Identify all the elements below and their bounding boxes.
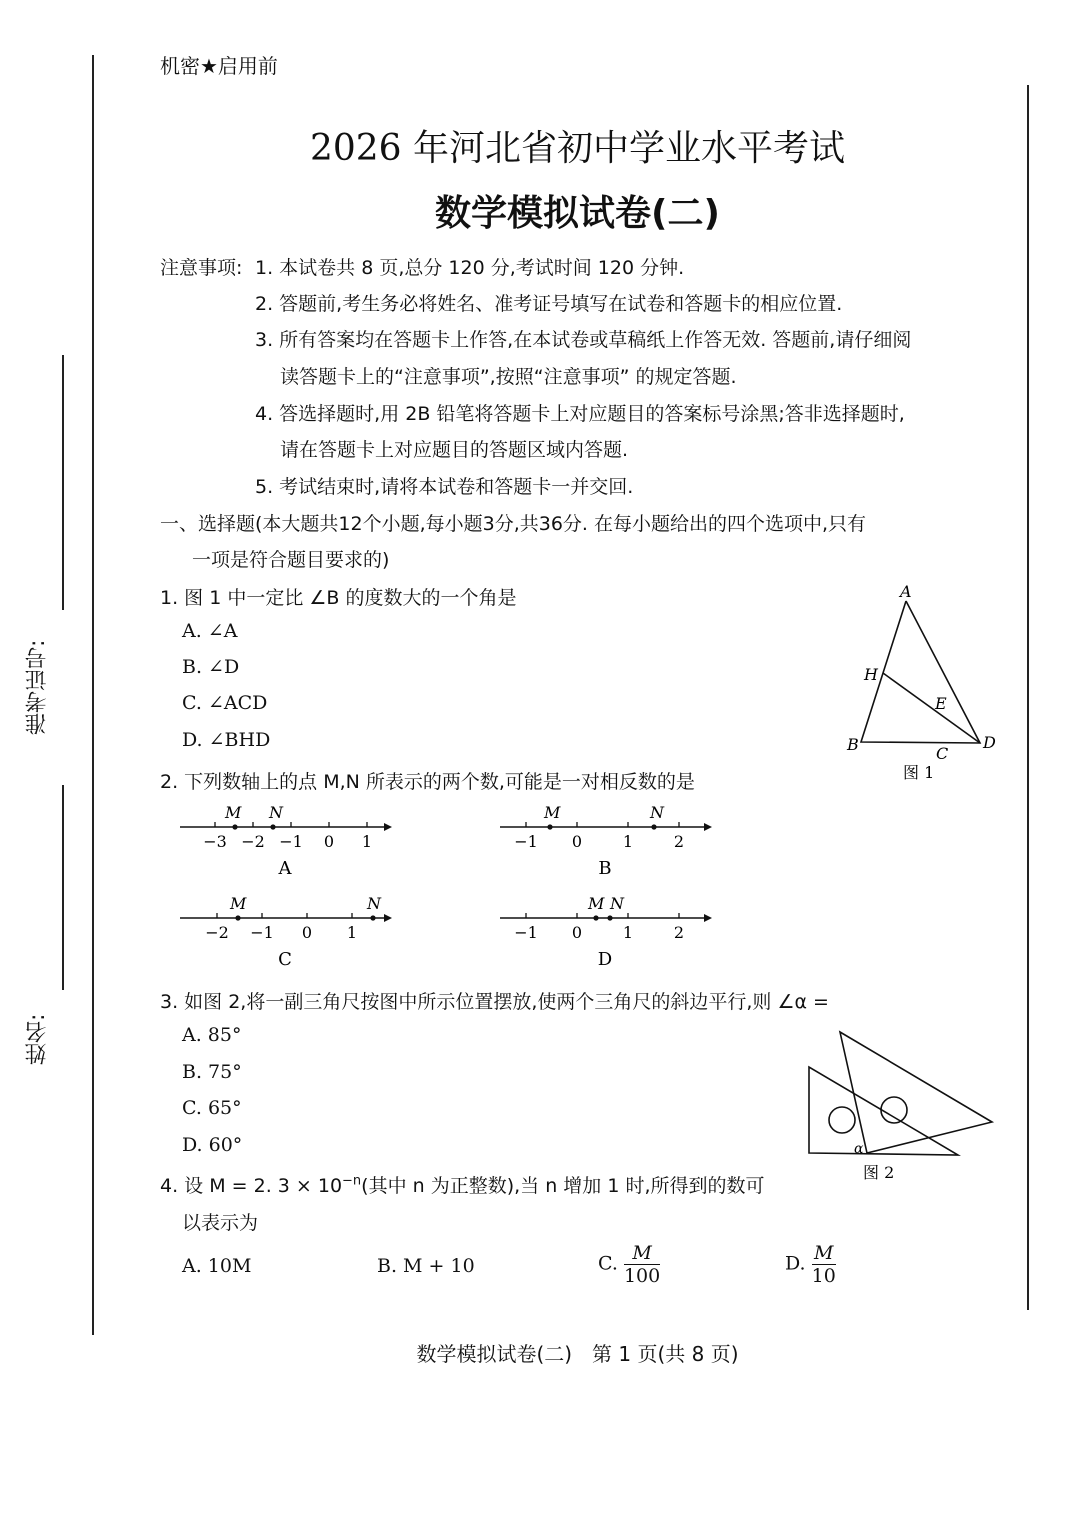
q4-option-b: B. M + 10 <box>377 1255 475 1277</box>
section-heading-cont: 一项是符合题目要求的) <box>192 549 390 571</box>
point-m <box>235 915 240 920</box>
number-line-tick-label: −2 <box>205 923 229 942</box>
number-line-arrow <box>384 914 392 922</box>
q1-label-d: D <box>983 733 996 752</box>
number-line-option-label: A <box>278 858 292 879</box>
notice-label: 注意事项: <box>160 257 243 279</box>
point-m <box>232 824 237 829</box>
q4-exponent: −n <box>342 1173 362 1189</box>
number-line-tick-label: 0 <box>323 832 335 851</box>
q4-option-d-fraction <box>812 1242 836 1287</box>
point-n <box>607 915 612 920</box>
fraction-denominator: 100 <box>623 1265 661 1287</box>
number-line-tick-label: −2 <box>241 832 265 851</box>
q1-label-c: C <box>936 744 949 763</box>
q4-option-c-label: C. <box>598 1252 618 1275</box>
q3-stem: 3. 如图 2,将一副三角尺按图中所示位置摆放,使两个三角尺的斜边平行,则 ∠α = <box>160 991 829 1013</box>
number-line-option-label: B <box>598 858 612 879</box>
notice-item: 2. 答题前,考生务必将姓名、准考证号填写在试卷和答题卡的相应位置. <box>255 293 843 315</box>
point-n-label: N <box>610 894 624 913</box>
point-m-label: M <box>588 894 605 913</box>
q3-option-a: A. 85° <box>182 1024 242 1046</box>
number-line-tick-label: 2 <box>673 832 685 851</box>
number-line-tick-label: 1 <box>346 923 358 942</box>
number-line-tick-label: −1 <box>514 923 538 942</box>
notice-item: 4. 答选择题时,用 2B 铅笔将答题卡上对应题目的答案标号涂黑;答非选择题时, <box>255 403 905 425</box>
q4-option-a: A. 10M <box>182 1255 252 1277</box>
q1-label-a: A <box>900 582 912 601</box>
point-n-label: N <box>269 803 283 822</box>
q3-option-c: C. 65° <box>182 1097 242 1119</box>
q3-caption: 图 2 <box>863 1163 895 1182</box>
q2-stem: 2. 下列数轴上的点 M,N 所表示的两个数,可能是一对相反数的是 <box>160 771 695 793</box>
q1-label-h: H <box>864 665 878 684</box>
name-label: 姓名: <box>25 1013 50 1065</box>
number-line-tick-label: −1 <box>514 832 538 851</box>
q1-label-b: B <box>847 735 859 754</box>
number-line-tick-label: 2 <box>673 923 685 942</box>
number-line-arrow <box>704 914 712 922</box>
q2-number-lines <box>170 795 730 980</box>
number-line-tick-label: 0 <box>571 923 583 942</box>
point-m-label: M <box>544 803 561 822</box>
q4-option-d <box>785 1242 836 1287</box>
point-n-label: N <box>367 894 381 913</box>
point-n <box>270 824 275 829</box>
q4-option-c <box>598 1242 660 1287</box>
q4-stem-part: (其中 n 为正整数),当 n 增加 1 时,所得到的数可 <box>361 1175 765 1197</box>
q1-label-e: E <box>935 694 947 713</box>
section-heading: 一、选择题(本大题共12个小题,每小题3分,共36分. 在每小题给出的四个选项中,只有 <box>160 513 867 535</box>
point-m-label: M <box>225 803 242 822</box>
right-margin-line <box>1027 85 1029 1310</box>
number-line-tick-label: 0 <box>571 832 583 851</box>
q4-stem <box>160 1171 765 1198</box>
q3-figure <box>800 1025 1000 1185</box>
q4-stem-part: 4. 设 M = 2. 3 × 10 <box>160 1175 343 1197</box>
number-line-tick-label: −1 <box>250 923 274 942</box>
q1-stem: 1. 图 1 中一定比 ∠B 的度数大的一个角是 <box>160 587 517 609</box>
q1-option-d: D. ∠BHD <box>182 729 271 751</box>
number-line-tick-label: 1 <box>622 923 634 942</box>
point-n-label: N <box>650 803 664 822</box>
page-subtitle: 数学模拟试卷(二) <box>435 193 720 234</box>
notice-item: 3. 所有答案均在答题卡上作答,在本试卷或草稿纸上作答无效. 答题前,请仔细阅 <box>255 329 912 351</box>
q4-option-c-fraction <box>624 1242 660 1287</box>
number-line-tick-label: 1 <box>361 832 373 851</box>
notice-item: 5. 考试结束时,请将本试卷和答题卡一并交回. <box>255 476 634 498</box>
q3-option-b: B. 75° <box>182 1061 242 1083</box>
fraction-numerator: M <box>624 1242 660 1265</box>
fraction-numerator: M <box>812 1242 836 1265</box>
q1-caption: 图 1 <box>903 763 935 782</box>
notice-item: 1. 本试卷共 8 页,总分 120 分,考试时间 120 分钟. <box>255 257 685 279</box>
left-binding-line <box>92 55 94 1335</box>
point-n <box>370 915 375 920</box>
exam-id-rule <box>62 355 64 610</box>
q4-option-d-label: D. <box>785 1252 806 1275</box>
confidential-mark: 机密★启用前 <box>160 54 278 78</box>
q1-option-c: C. ∠ACD <box>182 692 268 714</box>
point-m-label: M <box>230 894 247 913</box>
point-n <box>651 824 656 829</box>
number-line-tick-label: 0 <box>301 923 313 942</box>
number-line-tick-label: −3 <box>203 832 227 851</box>
notice-item: 读答题卡上的“注意事项”,按照“注意事项” 的规定答题. <box>280 366 737 388</box>
notice-item: 请在答题卡上对应题目的答题区域内答题. <box>280 439 629 461</box>
q1-option-a: A. ∠A <box>182 620 238 642</box>
page-footer: 数学模拟试卷(二) 第 1 页(共 8 页) <box>416 1342 739 1366</box>
fraction-denominator: 10 <box>811 1265 836 1287</box>
number-line-arrow <box>704 823 712 831</box>
number-line-option-label: C <box>278 949 292 970</box>
name-rule <box>62 785 64 990</box>
q1-figure <box>835 575 1005 795</box>
number-line-tick-label: −1 <box>279 832 303 851</box>
q1-option-b: B. ∠D <box>182 656 240 678</box>
page-title: 2026 年河北省初中学业水平考试 <box>309 128 846 169</box>
exam-id-label: 准考证号: <box>25 639 50 735</box>
point-m <box>547 824 552 829</box>
point-m <box>593 915 598 920</box>
q3-option-d: D. 60° <box>182 1134 243 1156</box>
number-line-tick-label: 1 <box>622 832 634 851</box>
number-line-arrow <box>384 823 392 831</box>
q3-alpha-label: α <box>854 1141 864 1157</box>
number-line-option-label: D <box>597 949 613 970</box>
q4-stem-cont: 以表示为 <box>182 1212 259 1234</box>
